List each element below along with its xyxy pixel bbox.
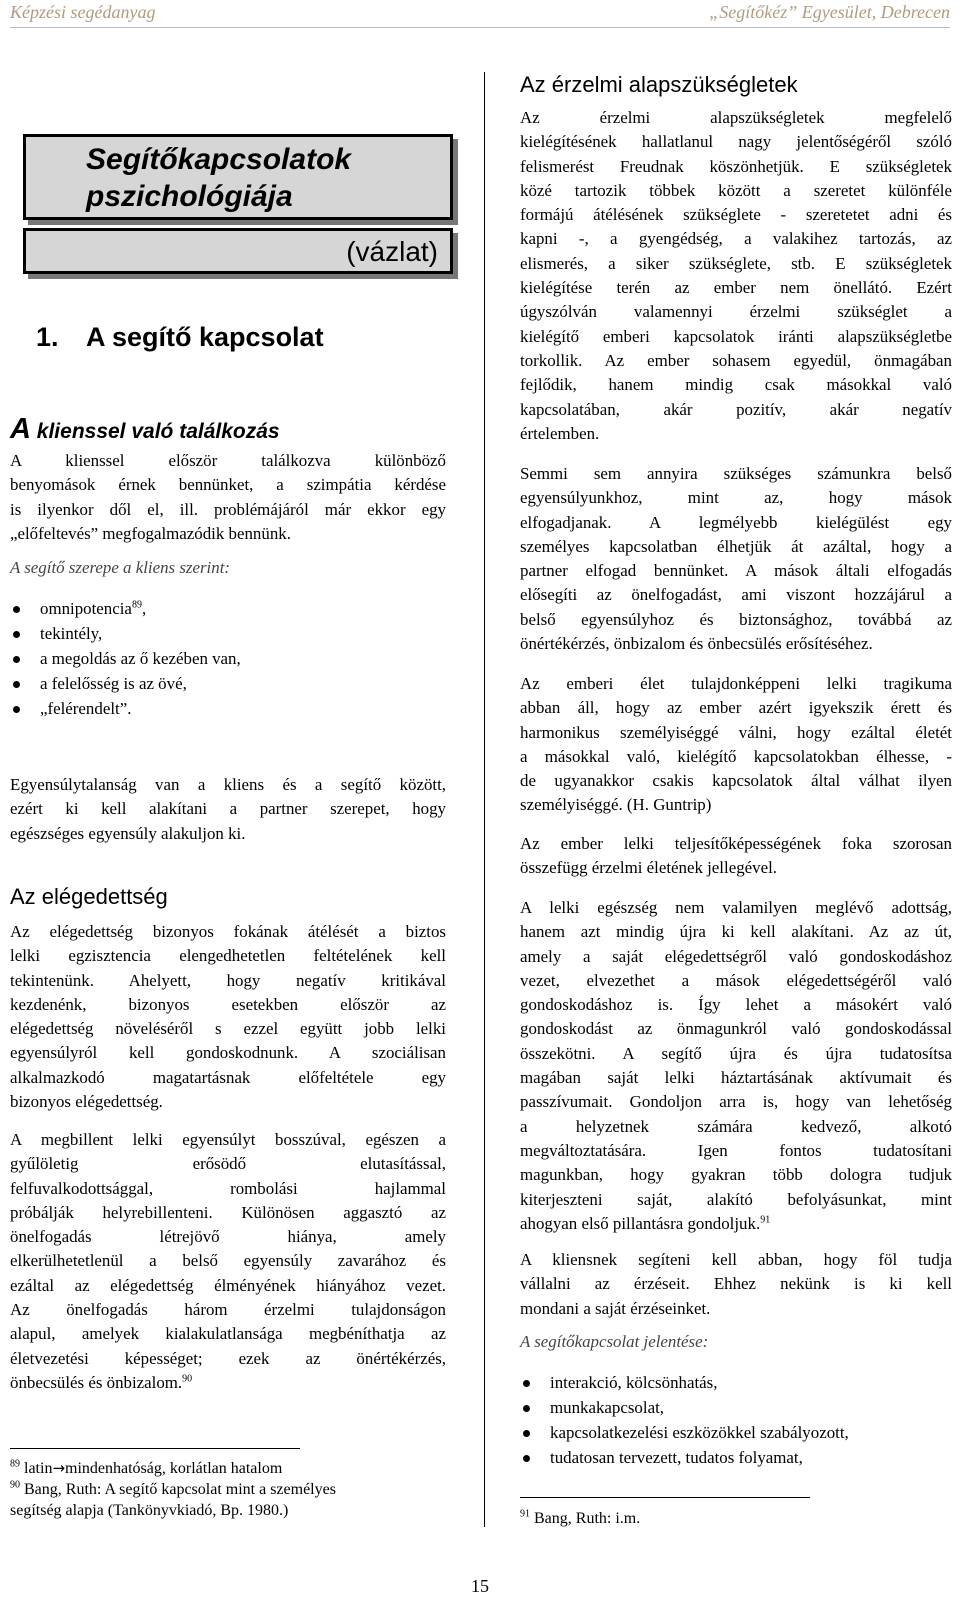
bullet-icon: [13, 706, 20, 713]
text-line: elismerés, a siker szükséglete, stb. E szükségletek: [520, 253, 952, 273]
document-title: [86, 141, 351, 215]
text-line: közé tartozik többek között a szeretet különféle: [520, 180, 952, 200]
text-line: kapni -, a gyengédség, a valakihez tartozás, az: [520, 229, 952, 249]
footnote-text: mindenhatóság, korlátlan hatalom: [65, 1460, 283, 1477]
section-heading-satisfaction: Az elégedettség: [10, 884, 168, 909]
text-line: összefügg érzelmi életének jellegével.: [520, 858, 777, 878]
text-line: tekintenünk. Ahelyett, hogy negatív kritikával: [10, 970, 446, 990]
footnote-rule: [10, 1448, 300, 1449]
list-item: [520, 1395, 849, 1420]
text-line: önértékérzés, önbizalom és önbecsülés erősítéséhez.: [520, 634, 873, 654]
text-line: személyiséggé. (H. Guntrip): [520, 795, 712, 815]
text-line: amely a saját elégedettségről való gondoskodáshoz: [520, 946, 952, 966]
list-item-text: omnipotencia: [40, 599, 132, 618]
header-rule: [10, 27, 950, 28]
intro-paragraph: [10, 449, 446, 546]
text-line: vállalni az érzéseit. Ehhez nekünk is ki kell: [520, 1274, 952, 1294]
text-line: elősegíti az önelfogadást, ami viszont hozzájárul a: [520, 585, 952, 605]
document-title-line1: Segítőkapcsolatok: [86, 143, 352, 176]
text-line: is ilyenkor dől el, ill. problémájáról már ekkor egy: [10, 499, 446, 519]
text-line: elfogadjanak. A legmélyebb kielégülést egy: [520, 512, 952, 532]
text-line: egészséges egyensúly alakuljon ki.: [10, 823, 246, 843]
list-item-text: a megoldás az ő kezében van,: [40, 649, 241, 668]
text-line: gondoskodást az önmagunkról való gondoskodással: [520, 1019, 952, 1039]
bullet-icon: [523, 1405, 530, 1412]
text-line: A klienssel először találkozva különböző: [10, 451, 446, 470]
text-line: bizonyos elégedettség.: [10, 1092, 163, 1112]
column-divider: [484, 72, 485, 1527]
chapter-title: A segítő kapcsolat: [86, 322, 324, 352]
bullet-icon: [13, 631, 20, 638]
text-line: mondani a saját érzéseinket.: [520, 1298, 711, 1318]
bullet-icon: [523, 1380, 530, 1387]
satisfaction-paragraph: [10, 920, 446, 1114]
list-item-suffix: ,: [141, 599, 147, 618]
text-line: életvezetési képességet; ezek az önértékérzés,: [10, 1348, 446, 1368]
text-line: passzívumait. Gondoljon arra is, hogy van lehetőség: [520, 1092, 952, 1112]
feelings-paragraph: [520, 1248, 952, 1321]
list-item-text: „felérendelt”.: [40, 699, 132, 718]
list-item: [10, 696, 241, 721]
meaning-list: [520, 1370, 849, 1470]
text-line: kapcsolatában, akár pozitív, akár negatív: [520, 399, 952, 419]
text-line: elégedettség növeléséről s ezzel együtt jobb lelki: [10, 1019, 446, 1039]
footnote-rule: [520, 1497, 810, 1498]
mental-health-paragraph: [520, 896, 952, 1236]
meaning-list-lead: A segítőkapcsolat jelentése:: [520, 1332, 709, 1351]
section-heading-initial: A: [10, 413, 31, 445]
text-line: megváltoztatására. Igen fontos tudatosítani: [520, 1140, 952, 1160]
list-item-text: interakció, kölcsönhatás,: [550, 1373, 718, 1392]
footnotes-left: [10, 1458, 450, 1521]
imbalance-paragraph: [10, 773, 446, 846]
bullet-icon: [13, 606, 20, 613]
footnote-91: [520, 1508, 940, 1529]
list-item: [10, 671, 241, 696]
text-line: formájú átélésének szükséglete - szeretetet adni és: [520, 205, 952, 225]
list-item: [520, 1370, 849, 1395]
text-line: kiterjeszteni saját, alakító befolyásunkat, mint: [520, 1189, 952, 1209]
list-item-text: tekintély,: [40, 624, 103, 643]
chapter-number: 1.: [36, 322, 59, 352]
bullet-icon: [13, 656, 20, 663]
text-line: Semmi sem annyira szükséges számunkra belső: [520, 464, 952, 483]
role-list: [10, 596, 241, 721]
text-line: a helyzetnek számára kedvező, alkotó: [520, 1116, 952, 1136]
list-item: [10, 596, 241, 621]
bullet-icon: [13, 681, 20, 688]
list-item: [520, 1445, 849, 1470]
text-line: Az önelfogadás három érzelmi tulajdonságon: [10, 1300, 446, 1320]
running-header-right: „Segítőkéz” Egyesület, Debrecen: [709, 2, 950, 22]
acceptance-paragraph: [520, 462, 952, 656]
imbalance-reaction-paragraph: [10, 1128, 446, 1395]
text-line: benyomások érnek bennünket, a szimpátia kérdése: [10, 475, 446, 495]
section-heading-emotional-needs: Az érzelmi alapszükségletek: [520, 72, 798, 97]
text-line: magunkban, hogy gyakran több dologra tudjuk: [520, 1165, 952, 1185]
text-line: harmonikus személyiséggé válni, hogy ezáltal életét: [520, 722, 952, 742]
text-line: gyűlöletig erősödő elutasítással,: [10, 1154, 446, 1174]
footnote-text: Bang, Ruth: A segítő kapcsolat mint a személyes: [24, 1481, 336, 1498]
document-subtitle-box: [23, 228, 453, 274]
text-line: gondoskodáshoz is. Így lehet a másokért való: [520, 995, 952, 1015]
footnote-number: 90: [10, 1479, 20, 1491]
text-line: személyes kapcsolatban élhetjük át azáltal, hogy a: [520, 536, 952, 556]
footnote-90: [10, 1479, 450, 1500]
text-line: magában saját lelki háztartásának aktívumait és: [520, 1068, 952, 1088]
footnote-ref: 89: [131, 599, 142, 611]
text-line: kielégítésének hallatlanul nagy jelentőségéről szóló: [520, 132, 952, 152]
footnote-ref: 90: [182, 1373, 193, 1385]
text-line: torkollik. Az ember sohasem egyedül, önmagában: [520, 350, 952, 370]
list-item-text: munkakapcsolat,: [550, 1398, 664, 1417]
bullet-icon: [523, 1455, 530, 1462]
section-heading-rest: klienssel való találkozás: [30, 420, 280, 443]
running-header-left: Képzési segédanyag: [10, 2, 156, 22]
text-line: egyensúlyunkhoz, mint az, hogy mások: [520, 488, 952, 508]
list-item-text: a felelősség is az övé,: [40, 674, 187, 693]
document-subtitle: (vázlat): [346, 236, 438, 267]
chapter-heading: [36, 322, 324, 353]
text-line-content: ahogyan első pillantásra gondoljuk.: [520, 1213, 761, 1233]
text-line: Az érzelmi alapszükségletek megfelelő: [520, 108, 952, 127]
emotional-needs-paragraph: [520, 106, 952, 446]
list-item: [10, 621, 241, 646]
text-line: de ugyanakkor csakis kapcsolatok által válhat ilyen: [520, 771, 952, 791]
footnote-ref: 91: [760, 1214, 771, 1226]
footnote-text: latin: [24, 1460, 53, 1477]
text-line: „előfeltevés” megfogalmazódik bennünk.: [10, 523, 291, 543]
text-line: fejlődik, hanem mindig csak másokkal való: [520, 375, 952, 395]
text-line: hanem azt mindig újra ki kell alakítani. Az az út,: [520, 922, 952, 942]
text-line: alkalmazkodó magatartásnak előfeltétele egy: [10, 1067, 446, 1087]
text-line: Az emberi élet tulajdonképpeni lelki tragikuma: [520, 674, 952, 693]
text-line: kielégítő emberi kapcsolatok iránti alapszükségletbe: [520, 326, 952, 346]
text-line: egyensúlyról kell gondoskodnunk. A szociálisan: [10, 1043, 446, 1063]
section-heading-encounter: [10, 413, 280, 446]
text-line-content: önbecsülés és önbizalom.: [10, 1372, 183, 1392]
text-line: belső egyensúlyhoz és biztonsághoz, továbbá az: [520, 609, 952, 629]
tragedy-paragraph: [520, 672, 952, 818]
text-line: kielégítése terén az ember nem önellátó. Ezért: [520, 278, 952, 298]
list-item: [10, 646, 241, 671]
document-title-box: [23, 134, 453, 220]
text-line: A kliensnek segíteni kell abban, hogy föl tudja: [520, 1250, 952, 1269]
footnote-text: Bang, Ruth: i.m.: [534, 1510, 641, 1527]
list-item-text: kapcsolatkezelési eszközökkel szabályozott,: [550, 1423, 849, 1442]
bullet-icon: [523, 1430, 530, 1437]
text-line: elkerülhetetlenül a belső egyensúly zavarához és: [10, 1251, 446, 1271]
list-item: [520, 1420, 849, 1445]
text-line: Egyensúlytalanság van a kliens és a segítő között,: [10, 775, 446, 794]
text-line: próbálják helyrebillenteni. Különösen aggasztó az: [10, 1202, 446, 1222]
footnote-89: [10, 1458, 450, 1479]
text-line: partner elfogad bennünket. A mások általi elfogadás: [520, 561, 952, 581]
text-line: A megbillent lelki egyensúlyt bosszúval, egészen a: [10, 1130, 446, 1149]
text-line: úgyszólván valamennyi érzelmi szükséglet a: [520, 302, 952, 322]
arrow-right-icon: →: [52, 1459, 66, 1477]
text-line: összekötni. A segítő újra és újra tudatosítsa: [520, 1043, 952, 1063]
text-line: ezáltal az elégedettség élményének hiányához vezet.: [10, 1275, 446, 1295]
footnote-text: segítség alapja (Tankönyvkiadó, Bp. 1980.): [10, 1502, 289, 1519]
text-line: önelfogadás létrejövő hiánya, amely: [10, 1227, 446, 1247]
text-line: a másokkal való, kielégítő kapcsolatokban élhesse, -: [520, 746, 952, 766]
text-line: Az elégedettség bizonyos fokának átélését a biztos: [10, 922, 446, 941]
capacity-paragraph: [520, 832, 952, 881]
text-line: Az ember lelki teljesítőképességének foka szorosan: [520, 834, 952, 853]
role-list-lead: A segítő szerepe a kliens szerint:: [10, 558, 231, 577]
document-title-line2: pszichológiája: [86, 180, 293, 213]
footnote-number: 89: [10, 1458, 20, 1470]
text-line: lelki egzisztencia elengedhetetlen feltételének kell: [10, 946, 446, 966]
text-line: abban áll, hogy az ember azért igyekszik érett és: [520, 698, 952, 718]
text-line: értelemben.: [520, 423, 600, 443]
text-line: felfuvalkodottsággal, rombolási hajlammal: [10, 1178, 446, 1198]
text-line: alapul, amelyek kialakulatlansága megbéníthatja az: [10, 1324, 446, 1344]
text-line: [10, 1371, 446, 1395]
text-line: kezdenénk, bizonyos esetekben először az: [10, 994, 446, 1014]
text-line: felismerést Freudnak köszönhetjük. E szükségletek: [520, 156, 952, 176]
text-line: vezet, elvezethet a mások elégedettségéről való: [520, 970, 952, 990]
text-line: [520, 1212, 952, 1236]
page-number: 15: [471, 1576, 489, 1596]
footnote-number: 91: [520, 1508, 530, 1520]
text-line: ezért ki kell alakítani a partner szerepet, hogy: [10, 799, 446, 819]
text-line: A lelki egészség nem valamilyen meglévő adottság,: [520, 898, 952, 917]
list-item-text: tudatosan tervezett, tudatos folyamat,: [550, 1448, 803, 1467]
